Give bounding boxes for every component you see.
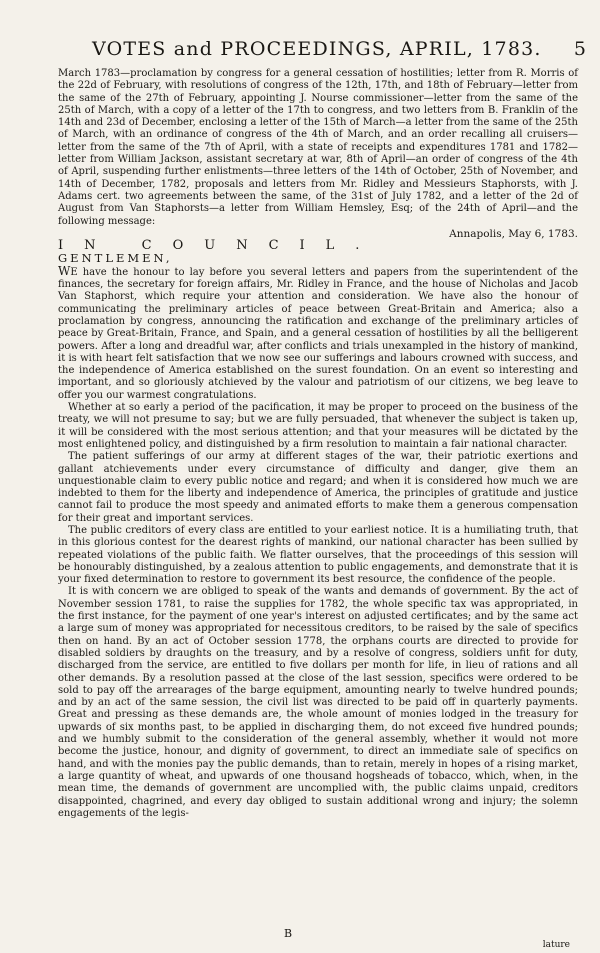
paragraph-army: The patient sufferings of our army at different stages of the war, their patriotic exertions and gallant atchievements under every circumstance of difficulty and danger, give them an unquestionable claim to every public notice and regard; and when it is considered how much we are indebted to them for the liberty and independence of America, the principles of gratitude and justice cannot fail to produce the most speedy and animated efforts to make them a generous compensation for their great and important services.: [58, 451, 578, 524]
page-number: 5: [573, 38, 586, 60]
dateline: Annapolis, May 6, 1783.: [449, 227, 578, 240]
signature-mark: B: [284, 927, 293, 940]
body-text: [58, 68, 578, 820]
intro-paragraph: March 1783—proclamation by congress for a general cessation of hostilities; letter from R. Morris of the 22d of February, with resolutions of congress of the 12th, 17th, and 18th of February—letter from the same of the 27th of February, appointing J. Nourse commissioner—letter from the same of the 25th of March, with a copy of a letter of the 17th to congress, and two letters from B. Franklin of the 14th and 23d of December, enclosing a letter of the 15th of March—a letter from the same of the 25th of March, with an ordinance of congress of the 4th of March, and an order recalling all cruisers—letter from the same of the 7th of April, with a state of receipts and expenditures 1781 and 1782—letter from William Jackson, assistant secretary at war, 8th of April—an order of congress of the 4th of April, suspending further enlistments—three letters of the 14th of October, 25th of November, and 14th of December, 1782, proposals and letters from Mr. Ridley and Messieurs Staphorsts, with J. Adams cert. two agreements between the same, of the 31st of July 1782, and a letter of the 2d of August from Van Staphorsts—a letter from William Hemsley, Esq; of the 24th of April—and the following message:: [58, 68, 578, 227]
paragraph-wants: It is with concern we are obliged to speak of the wants and demands of government. By the act of November session 1781, to raise the supplies for 1782, the whole specific tax was appropriated, in the first instance, for the payment of one year's interest on adjusted certificates; and by the same act a large sum of money was appropriated for necessitous creditors, to be raised by the sale of specifics then on hand. By an act of October session 1778, the orphans courts are directed to provide for disabled soldiers by draughts on the treasury, and by a resolve of congress, soldiers unfit for duty, discharged from the service, are entitled to five dollars per month for life, in lieu of rations and all other demands. By a resolution passed at the close of the last session, specifics were ordered to be sold to pay off the arrearages of the barge equipment, amounting nearly to twelve hundred pounds; and by an act of the same session, the civil list was directed to be paid off in quarterly payments. Great and pressing as these demands are, the whole amount of monies lodged in the treasury for upwards of six months past, to be applied in discharging them, do not exceed five hundred pounds; and we humbly submit to the consideration of the general assembly, whether it would not more become the justice, honour, and dignity of government, to direct an immediate sale of specifics on hand, and with the monies pay the public demands, than to retain, merely in hopes of a rising market, a large quantity of wheat, and upwards of one thousand hogsheads of tobacco, which, when, in the mean time, the demands of government are uncomplied with, the public claims unpaid, creditors disappointed, chagrined, and every day obliged to sustain additional wrong and injury; the solemn engagements of the legis-: [58, 586, 578, 819]
paragraph-treaty: Whether at so early a period of the pacification, it may be proper to proceed on the business of the treaty, we will not presume to say; but we are fully persuaded, that whenever the subject is taken up, it will be considered with the most serious attention; and that your measures will be dictated by the most enlightened policy, and distinguished by a firm resolution to maintain a fair national character.: [58, 402, 578, 450]
header-title-date: APRIL, 1783.: [399, 38, 542, 60]
council-heading: IN COUNCIL.: [58, 238, 381, 254]
header-title: [92, 38, 542, 60]
catchword: lature: [542, 940, 570, 950]
paragraph-creditors: The public creditors of every class are entitled to your earliest notice. It is a humiliating truth, that in this glorious contest for the dearest rights of mankind, our national character has been sullied by repeated violations of the public faith. We flatter ourselves, that the proceedings of this session will be honourably distinguished, by a zealous attention to public engagements, and demonstrate that it is your fixed determination to restore to government its best resource, the confidence of the people.: [58, 524, 578, 586]
paragraph-honour: WE have the honour to lay before you several letters and papers from the superintendent of the finances, the secretary for foreign affairs, Mr. Ridley in France, and the house of Nicholas and Jacob Van Staphorst, which require your attention and consideration. We have also the honour of communicating the preliminary articles of peace between Great-Britain and America; also a proclamation by congress, announcing the ratification and exchange of the preliminary articles of peace by Great-Britain, France, and Spain, and a general cessation of hostilities by all the belligerent powers. After a long and dreadful war, after conflicts and trials unexampled in the history of mankind, it is with heart felt satisfaction that we now see our sufferings and labours crowned with success, and the independence of America established on the surest foundation. On an event so interesting and important, and so gloriously atchieved by the valour and patriotism of our citizens, we beg leave to offer you our warmest congratulations.: [58, 263, 578, 401]
salutation: GENTLEMEN,: [58, 251, 173, 266]
running-header: [92, 38, 586, 64]
header-title-main: VOTES and PROCEEDINGS,: [92, 38, 393, 60]
